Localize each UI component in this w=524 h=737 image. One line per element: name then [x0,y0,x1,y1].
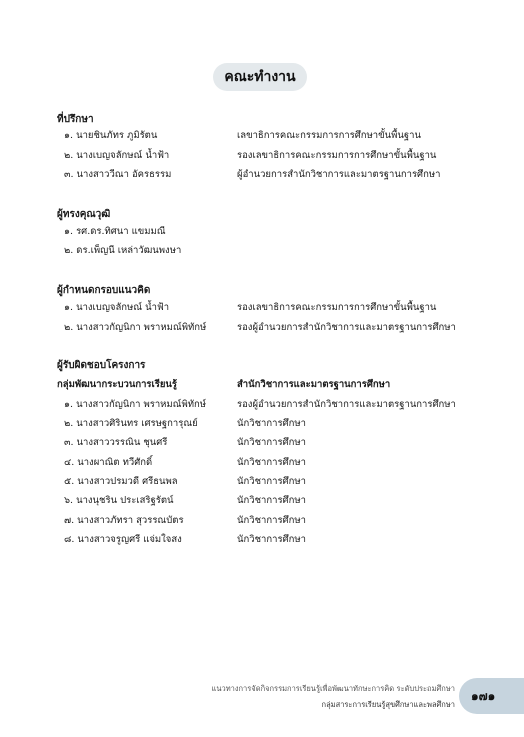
list-item [0,167,524,182]
member-role: นักวิชาการศึกษา [237,457,306,468]
list-item [0,224,524,239]
list-item [0,148,524,163]
member-name: ๖. นางนุชริน ประเสริฐรัตน์ [64,495,174,506]
member-role: นักวิชาการศึกษา [237,495,306,506]
page-number-badge [459,678,524,714]
member-name: ๕. นางสาวปรมวดี ศรีธนพล [64,476,178,487]
member-name: ๑. รศ.ดร.ทิศนา แขมมณี [64,226,166,237]
page-title: คณะทำงาน [213,63,307,91]
member-name: ๒. ดร.เพ็ญนี เหล่าวัฒนพงษา [64,245,182,256]
project-subheading [57,377,497,392]
section-heading-experts: ผู้ทรงคุณวุฒิ [57,209,111,220]
member-role: รองเลขาธิการคณะกรรมการการศึกษาขั้นพื้นฐาน [237,302,437,313]
list-item [0,455,524,470]
member-name: ๘. นางสาวจรูญศรี แจ่มใจสง [64,534,182,545]
list-item [0,243,524,258]
section-heading-advisors: ที่ปรึกษา [57,114,94,125]
subheading-group: กลุ่มพัฒนากระบวนการเรียนรู้ [57,379,178,390]
list-item [0,300,524,315]
member-role: รองเลขาธิการคณะกรรมการการศึกษาขั้นพื้นฐาน [237,150,437,161]
member-name: ๔. นางผาณิต ทวีศักดิ์ [64,457,153,468]
footer-subject: กลุ่มสาระการเรียนรู้สุขศึกษาและพลศึกษา [321,700,455,709]
member-role: นักวิชาการศึกษา [237,515,306,526]
member-role: นักวิชาการศึกษา [237,534,306,545]
list-item [0,474,524,489]
member-name: ๒. นางสาวกัญนิกา พราหมณ์พิทักษ์ [64,322,207,333]
page-number: ๑๗๑ [471,688,496,703]
member-role: รองผู้อำนวยการสำนักวิชาการและมาตรฐานการศึกษา [237,322,456,333]
section-heading-framework: ผู้กำหนดกรอบแนวคิด [57,285,151,296]
member-role: รองผู้อำนวยการสำนักวิชาการและมาตรฐานการศึกษา [237,399,456,410]
member-name: ๑. นางเบญจลักษณ์ น้ำฟ้า [64,302,170,313]
member-name: ๑. นางสาวกัญนิกา พราหมณ์พิทักษ์ [64,399,207,410]
member-name: ๑. นายชินภัทร ภูมิรัตน [64,130,158,141]
list-item [0,493,524,508]
subheading-office: สำนักวิชาการและมาตรฐานการศึกษา [237,379,391,390]
member-role: นักวิชาการศึกษา [237,418,306,429]
list-item [0,320,524,335]
member-role: นักวิชาการศึกษา [237,476,306,487]
member-name: ๗. นางสาวภัทรา สุวรรณบัตร [64,515,184,526]
member-name: ๓. นางสาววีณา อัครธรรม [64,169,172,180]
list-item [0,532,524,547]
footer-book-title: แนวทางการจัดกิจกรรมการเรียนรู้เพื่อพัฒนาทักษะการคิด ระดับประถมศึกษา [211,684,455,693]
list-item [0,128,524,143]
member-name: ๒. นางสาวศิรินทร เศรษฐการุณย์ [64,418,198,429]
list-item [0,513,524,528]
section-heading-project: ผู้รับผิดชอบโครงการ [57,360,146,371]
member-role: นักวิชาการศึกษา [237,437,306,448]
list-item [0,435,524,450]
member-role: เลขาธิการคณะกรรมการการศึกษาขั้นพื้นฐาน [237,130,421,141]
member-role: ผู้อำนวยการสำนักวิชาการและมาตรฐานการศึกษา [237,169,441,180]
member-name: ๒. นางเบญจลักษณ์ น้ำฟ้า [64,150,170,161]
member-name: ๓. นางสาววรรณิน ชุนศรี [64,437,168,448]
list-item [0,397,524,412]
list-item [0,416,524,431]
